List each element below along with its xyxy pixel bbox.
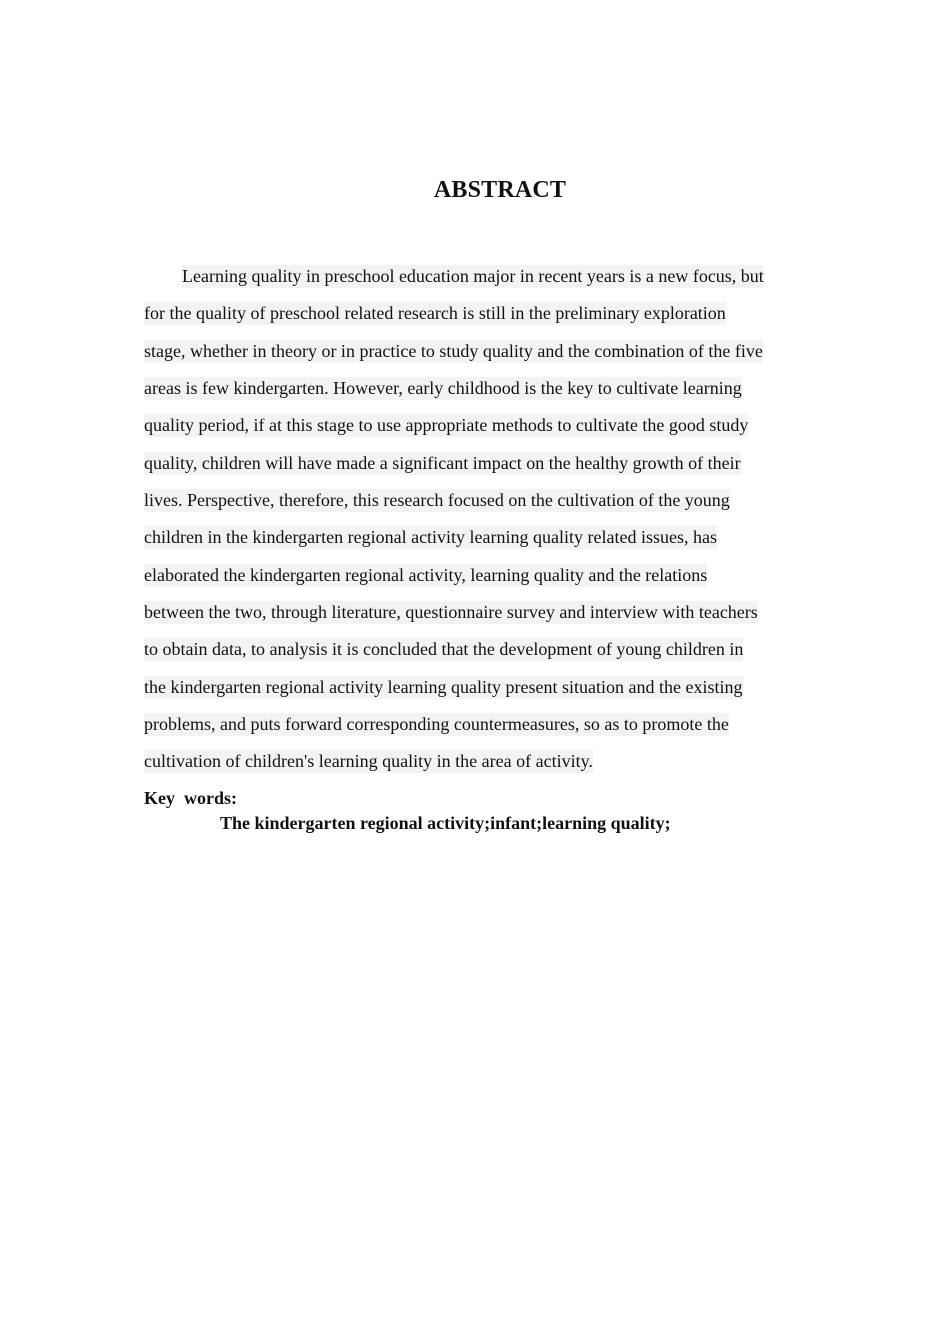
abstract-line: quality period, if at this stage to use appropriate methods to cultivate the good study [144,415,749,436]
abstract-line: quality, children will have made a significant impact on the healthy growth of their [144,452,741,473]
keywords-text: The kindergarten regional activity;infant;learning quality; [220,813,671,833]
abstract-line: children in the kindergarten regional activity learning quality related issues, has [144,527,717,548]
abstract-line: Learning quality in preschool education major in recent years is a new focus, but [182,266,764,286]
abstract-line: elaborated the kindergarten regional activity, learning quality and the relations [144,564,708,585]
keywords-label: Key words: [144,788,237,808]
abstract-line: for the quality of preschool related research is still in the preliminary exploration [144,303,726,324]
abstract-line: areas is few kindergarten. However, early childhood is the key to cultivate learning [144,378,742,399]
abstract-line: cultivation of children's learning quality in the area of activity. [144,751,593,772]
page-title: ABSTRACT [433,177,567,203]
abstract-line: the kindergarten regional activity learning quality present situation and the existing [144,676,743,697]
abstract-line: to obtain data, to analysis it is concluded that the development of young children in [144,639,744,660]
abstract-line: lives. Perspective, therefore, this research focused on the cultivation of the young [144,490,730,511]
abstract-line: between the two, through literature, questionnaire survey and interview with teachers [144,602,758,623]
abstract-line: problems, and puts forward corresponding countermeasures, so as to promote the [144,714,729,735]
abstract-paragraph [144,258,824,781]
abstract-line: stage, whether in theory or in practice to study quality and the combination of the five [144,340,763,361]
